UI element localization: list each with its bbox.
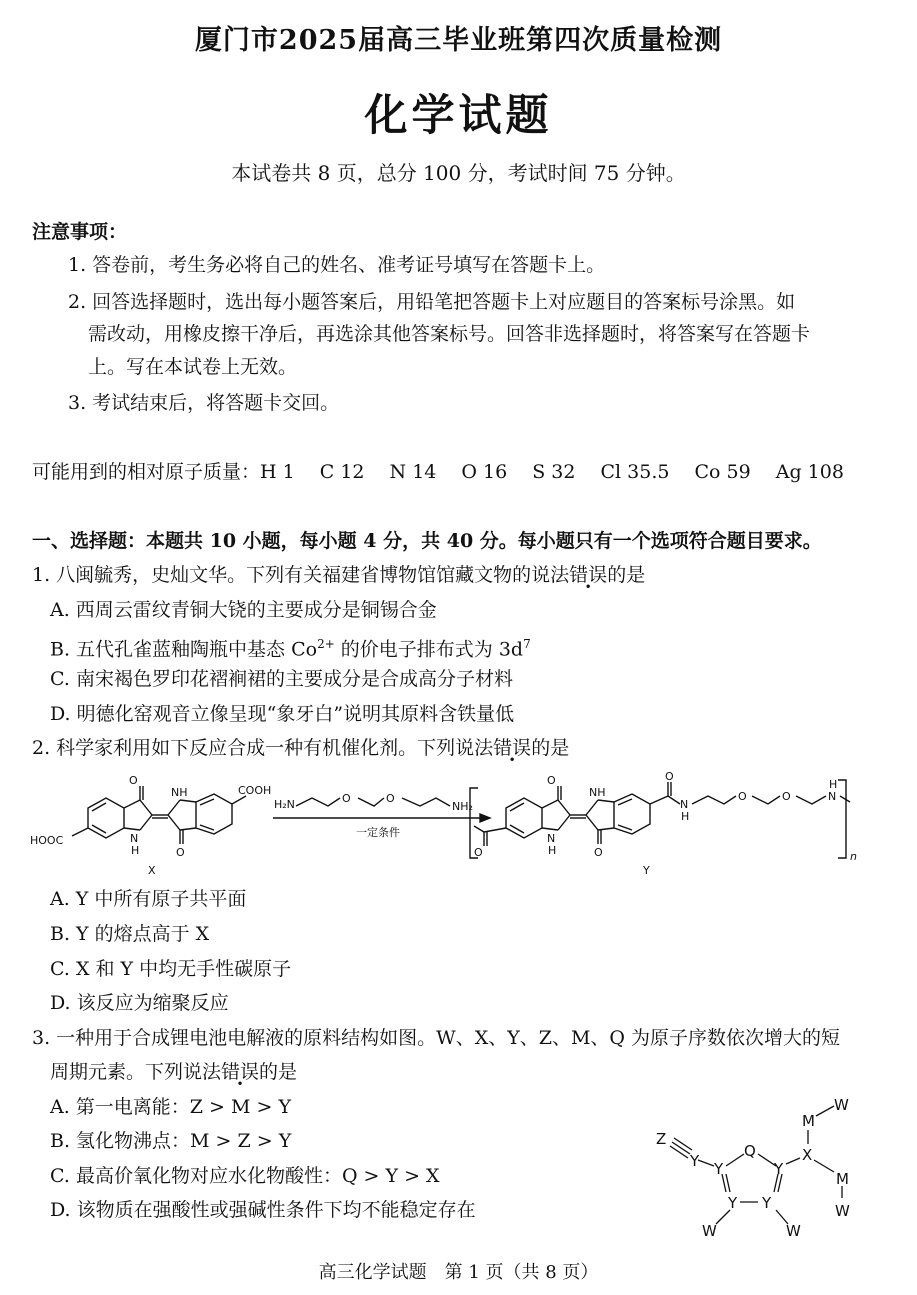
q1-stem-b: 的是 <box>607 564 646 586</box>
x-label: X <box>148 864 156 877</box>
atom-y-3: Y <box>774 1160 784 1178</box>
q1-option-d: D. 明德化窑观音立像呈现“象牙白”说明其原料含铁量低 <box>50 703 515 725</box>
y-o-amide: O <box>665 770 674 783</box>
y-o-bottom: O <box>594 846 603 859</box>
q1-emph-text: 错误 <box>569 564 608 586</box>
atom-w-1: W <box>702 1222 717 1240</box>
page-footer: 高三化学试题 第 1 页（共 8 页） <box>318 1262 599 1283</box>
atom-w-2: W <box>786 1222 801 1240</box>
section-heading: 一、选择题：本题共 10 小题，每小题 4 分，共 40 分。每小题只有一个选项符合题目要求。 <box>32 530 822 552</box>
q2-option-a: A. Y 中所有原子共平面 <box>50 888 247 910</box>
atom-y-2: Y <box>714 1160 724 1178</box>
q1-option-a: A. 西周云雷纹青铜大铙的主要成分是铜锡合金 <box>50 599 437 621</box>
question-3-stem-1: 3. 一种用于合成锂电池电解液的原料结构如图。W、X、Y、Z、M、Q 为原子序数依次增大的短 <box>32 1027 841 1049</box>
q2-option-c: C. X 和 Y 中均无手性碳原子 <box>50 958 292 980</box>
y-n-amide: N <box>680 798 689 811</box>
notes-heading: 注意事项： <box>32 221 128 243</box>
atom-w-4: W <box>835 1202 850 1220</box>
y-o-chain2: O <box>782 790 791 803</box>
reagent-nh2: NH₂ <box>452 800 473 813</box>
reagent-o1: O <box>342 792 351 805</box>
q3-stem-b: 的是 <box>259 1061 298 1083</box>
note-item-1: 1. 答卷前，考生务必将自己的姓名、准考证号填写在答题卡上。 <box>68 254 606 276</box>
atom-q: Q <box>744 1142 756 1160</box>
polymer-n: n <box>850 850 857 863</box>
y-h: H <box>548 844 557 857</box>
q1-b-sup2: 7 <box>523 637 531 651</box>
y-n-end: N <box>828 790 837 803</box>
x-benzene-left <box>88 798 124 838</box>
y-h-amide: H <box>681 810 690 823</box>
q3-option-c: C. 最高价氧化物对应水化物酸性：Q > Y > X <box>50 1165 440 1187</box>
atom-y-4: Y <box>728 1194 738 1212</box>
q2-stem-b: 的是 <box>531 737 570 759</box>
atom-y-5: Y <box>762 1194 772 1212</box>
atom-m-2: M <box>836 1170 849 1188</box>
q1-stem-a: 1. 八闽毓秀，史灿文华。下列有关福建省博物馆馆藏文物的说法 <box>32 564 570 586</box>
y-h-end: H <box>829 778 838 791</box>
x-cooh: COOH <box>238 784 272 797</box>
atomic-masses: 可能用到的相对原子质量：H 1 C 12 N 14 O 16 S 32 Cl 35.5 Co 59 Ag 108 <box>32 461 844 483</box>
question-1-stem <box>32 563 645 587</box>
q3-emphasis: 错误 <box>221 1061 260 1083</box>
note-item-2-cont: 需改动，用橡皮擦干净后，再选涂其他答案标号。回答非选择题时，将答案写在答题卡 <box>88 323 811 345</box>
note-item-2: 2. 回答选择题时，选出每小题答案后，用铅笔把答题卡上对应题目的答案标号涂黑。如 <box>68 291 796 313</box>
exam-info: 本试卷共 8 页，总分 100 分，考试时间 75 分钟。 <box>231 161 686 185</box>
q2-option-d: D. 该反应为缩聚反应 <box>50 992 229 1014</box>
x-benzene-right <box>196 794 232 834</box>
q1-option-b <box>50 632 531 661</box>
q2-stem-a: 2. 科学家利用如下反应合成一种有机催化剂。下列说法 <box>32 737 494 759</box>
y-label: Y <box>643 864 650 877</box>
x-o-top: O <box>129 774 138 787</box>
q3-option-a: A. 第一电离能：Z > M > Y <box>50 1096 291 1118</box>
q3-option-b: B. 氢化物沸点：M > Z > Y <box>50 1130 292 1152</box>
note-item-3: 3. 考试结束后，将答题卡交回。 <box>68 392 340 414</box>
q1-b-sup: 2+ <box>317 637 335 651</box>
atom-y-1: Y <box>690 1152 700 1170</box>
q1-option-c: C. 南宋褐色罗印花褶裥裙的主要成分是合成高分子材料 <box>50 668 513 690</box>
question-2-stem <box>32 736 569 760</box>
reaction-condition: 一定条件 <box>356 826 400 839</box>
y-o-chain1: O <box>738 790 747 803</box>
reagent-h2n: H₂N <box>274 798 295 811</box>
atom-z: Z <box>656 1130 667 1148</box>
atom-m-1: M <box>802 1112 815 1130</box>
atom-w-3: W <box>834 1096 849 1114</box>
note-item-2-end: 上。写在本试卷上无效。 <box>88 356 298 378</box>
x-hooc: HOOC <box>30 834 64 847</box>
reagent-o2: O <box>386 792 395 805</box>
atom-x: X <box>802 1146 813 1164</box>
exam-title: 厦门市2025届高三毕业班第四次质量检测 <box>194 25 723 56</box>
x-n: N <box>130 832 139 845</box>
q1-b-text: B. 五代孔雀蓝釉陶瓶中基态 Co <box>50 638 318 661</box>
q2-option-b: B. Y 的熔点高于 X <box>50 923 210 945</box>
q1-emphasis <box>569 564 607 586</box>
x-nh: NH <box>171 786 188 799</box>
y-nh: NH <box>589 786 606 799</box>
reaction-scheme <box>28 770 858 880</box>
x-o-bottom: O <box>176 846 185 859</box>
x-h: H <box>131 844 140 857</box>
y-n: N <box>547 832 556 845</box>
q2-emphasis: 错误 <box>493 737 532 759</box>
q3-structure <box>650 1092 870 1242</box>
q3-stem-a: 周期元素。下列说法 <box>50 1061 222 1083</box>
y-o-left: O <box>474 846 483 859</box>
question-3-stem-2 <box>50 1060 297 1084</box>
subject-title: 化学试题 <box>364 91 553 141</box>
q3-option-d: D. 该物质在强酸性或强碱性条件下均不能稳定存在 <box>50 1199 476 1221</box>
y-o-top: O <box>547 774 556 787</box>
q1-b-text2: 的价电子排布式为 3d <box>334 638 524 661</box>
